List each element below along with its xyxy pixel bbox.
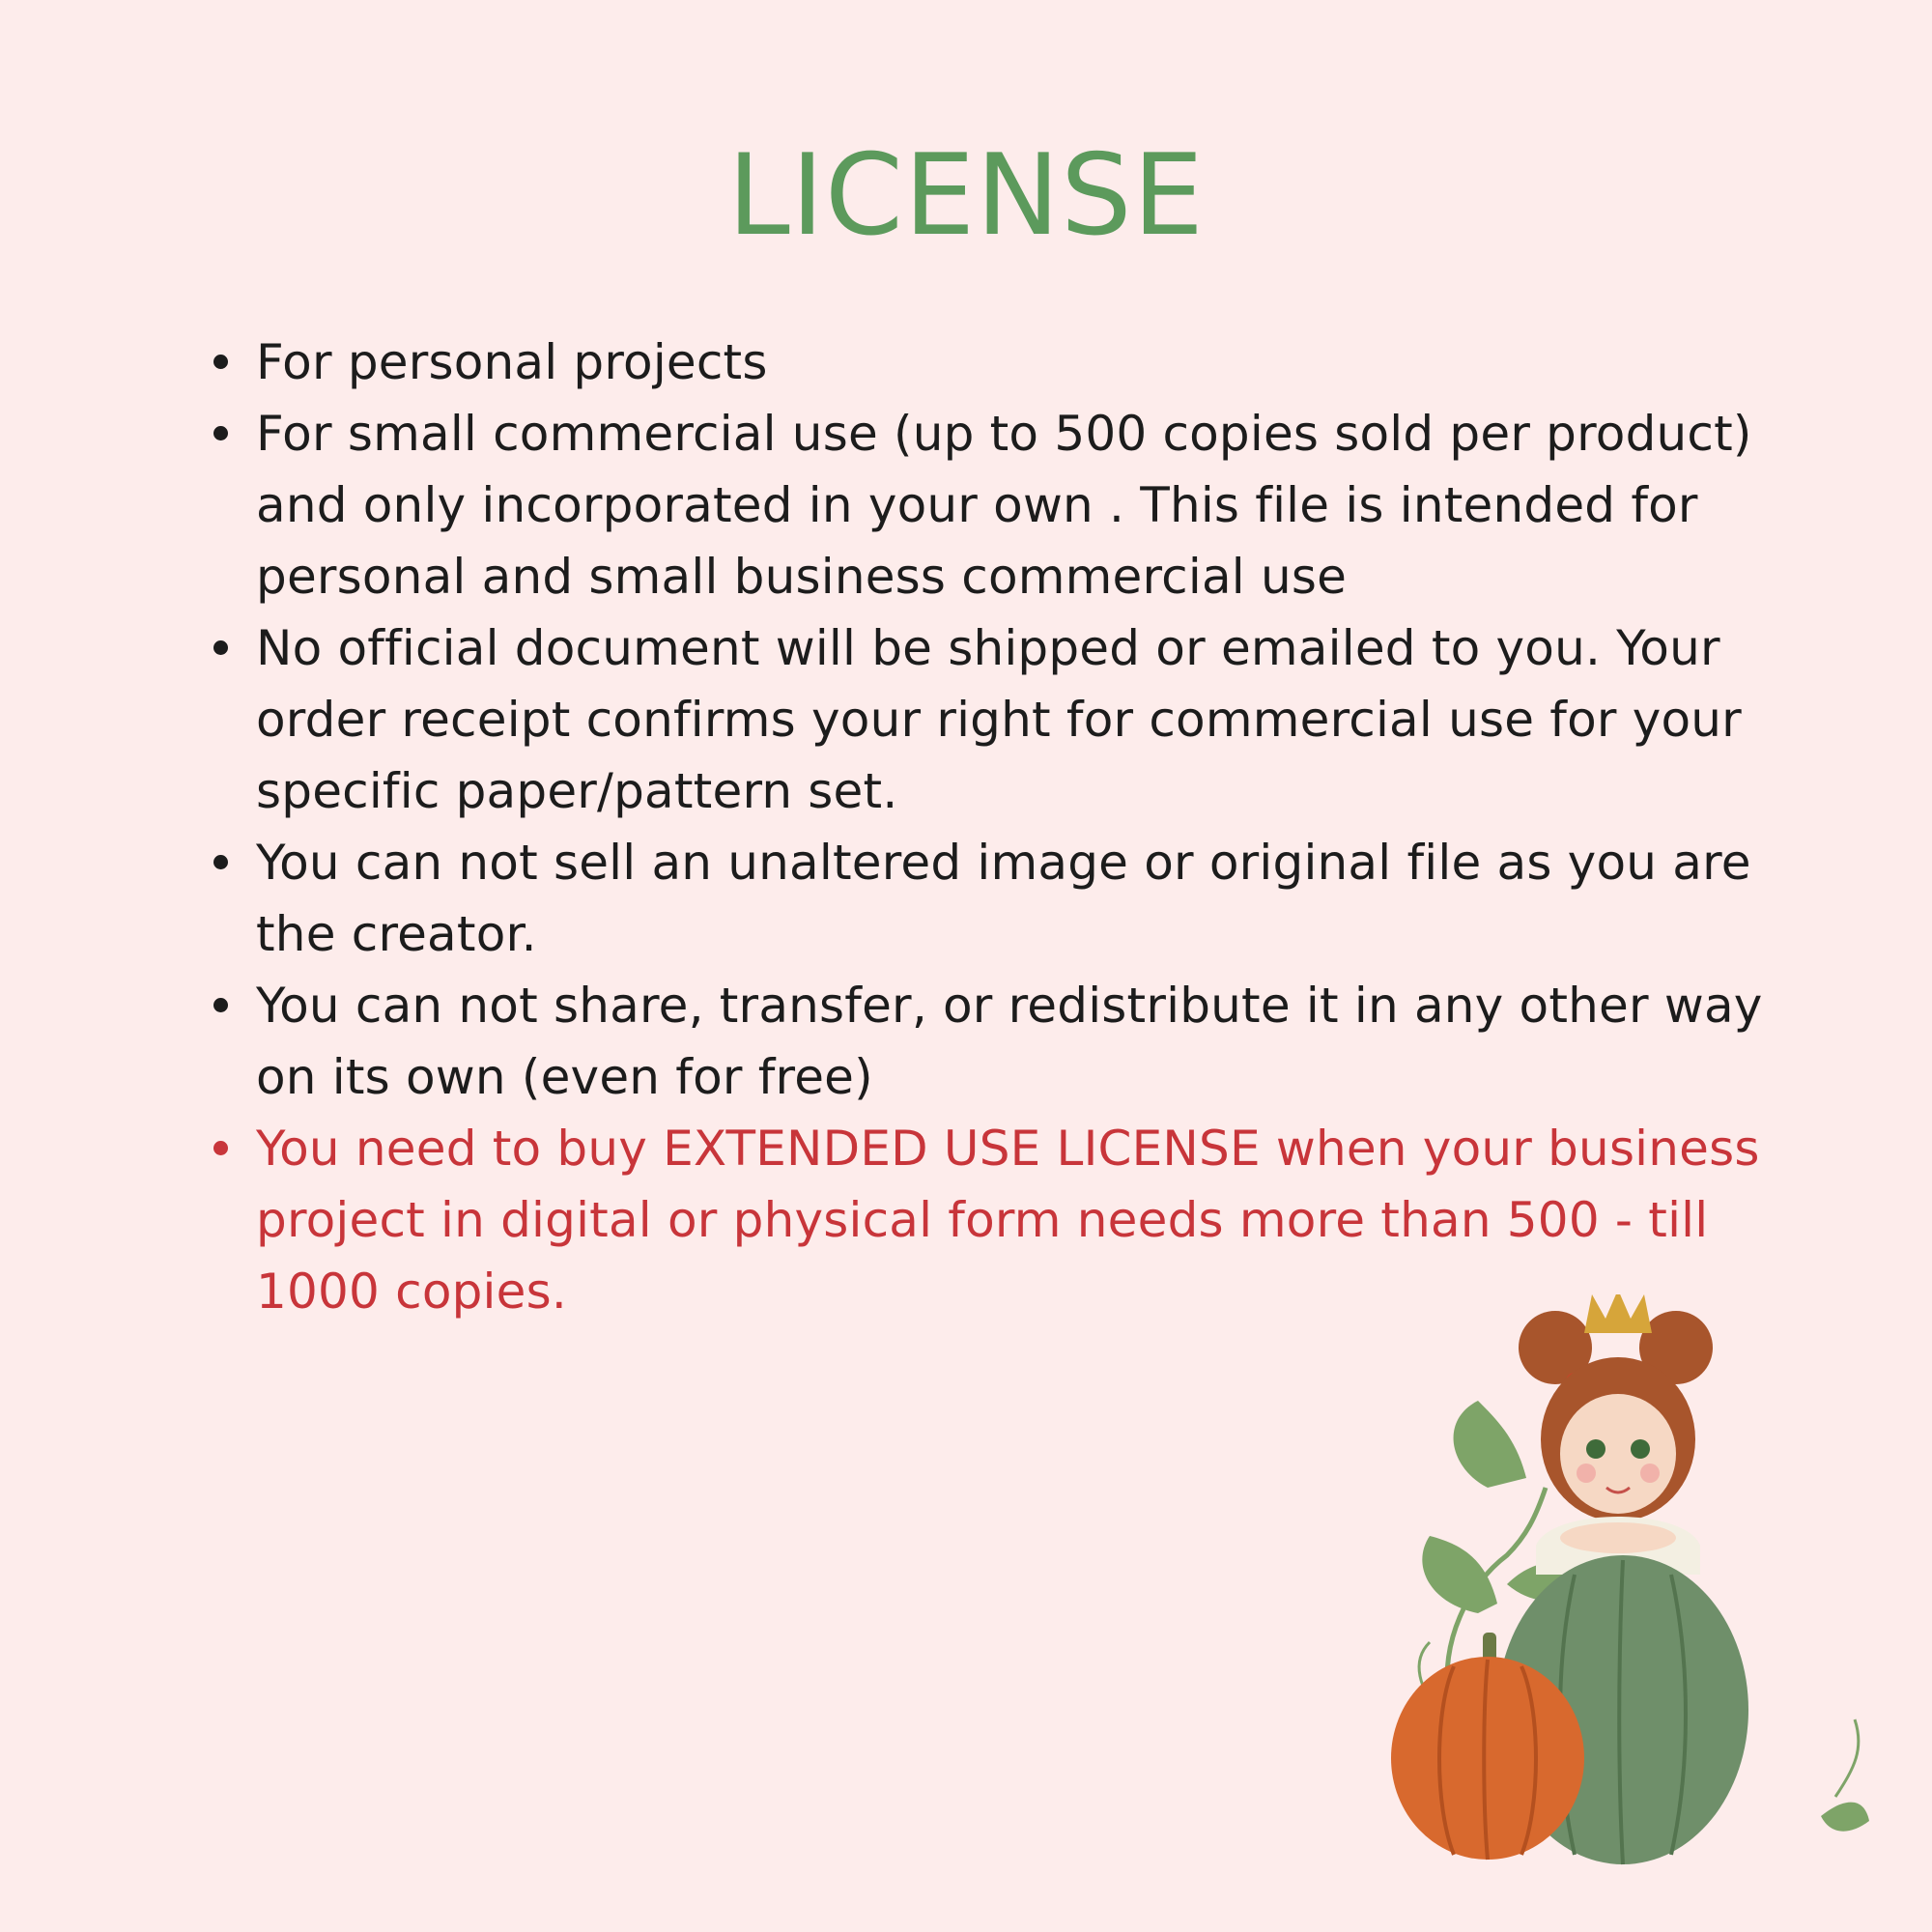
bullet-icon xyxy=(213,998,228,1012)
bullet-icon xyxy=(213,355,228,369)
cheek xyxy=(1577,1463,1596,1483)
page-title: LICENSE xyxy=(727,130,1205,261)
rule-item xyxy=(256,612,1763,827)
girl xyxy=(1519,1294,1713,1575)
leaf xyxy=(1821,1803,1869,1832)
rule-text: You can not sell an unaltered image or original file as you are the creator. xyxy=(256,835,1751,962)
rule-item xyxy=(256,398,1763,612)
folded-arms xyxy=(1560,1522,1676,1553)
bullet-icon xyxy=(213,640,228,655)
rule-text: You can not share, transfer, or redistribute it in any other way on its own (even for free) xyxy=(256,978,1763,1105)
girl-pumpkin-illustration xyxy=(1381,1294,1884,1874)
face xyxy=(1560,1394,1676,1514)
rule-text: For small commercial use (up to 500 copies sold per product) and only incorporated in your own . This file is intended for personal and small business commercial use xyxy=(256,406,1752,605)
orange-pumpkin-body xyxy=(1391,1657,1584,1860)
rule-text: You need to buy EXTENDED USE LICENSE when your business project in digital or physical form needs more than 500 - till 1000 copies. xyxy=(256,1121,1760,1320)
rule-text: For personal projects xyxy=(256,334,768,390)
leaf xyxy=(1454,1401,1526,1488)
bullet-icon xyxy=(213,426,228,440)
crown-icon xyxy=(1584,1294,1652,1333)
eye-right xyxy=(1631,1439,1650,1459)
bullet-icon xyxy=(213,855,228,869)
rule-text: No official document will be shipped or emailed to you. Your order receipt confirms your right for commercial use for your specific paper/pattern set. xyxy=(256,620,1742,819)
rule-item xyxy=(256,970,1763,1113)
license-rules-list xyxy=(256,327,1763,1327)
cheek xyxy=(1640,1463,1660,1483)
rule-item xyxy=(256,827,1763,970)
vine-tendril xyxy=(1835,1719,1859,1797)
bullet-icon xyxy=(213,1141,228,1155)
leaf xyxy=(1422,1536,1497,1613)
rule-item xyxy=(256,327,1763,398)
eye-left xyxy=(1586,1439,1605,1459)
